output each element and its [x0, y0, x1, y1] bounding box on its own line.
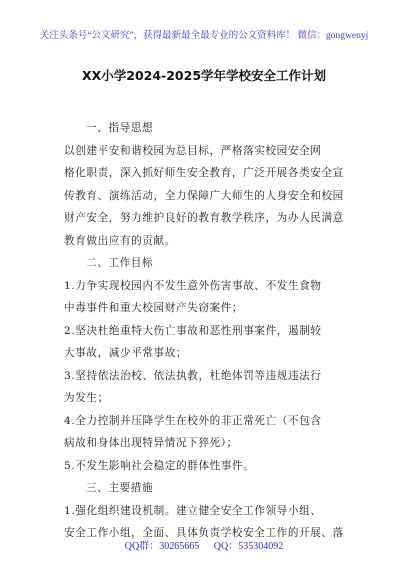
paragraph-line: 教育做出应有的贡献。	[64, 234, 176, 247]
list-item-line: 1.强化组织建设机制。建立健全安全工作领导小组、	[64, 504, 322, 517]
list-item-line: 4.全力控制并压降学生在校外的非正常死亡（不包含	[64, 414, 322, 427]
list-item-line: 3.坚持依法治校、依法执教，杜绝体罚等违规违法行	[64, 369, 322, 382]
list-item-line: 大事故，减少平常事故；	[64, 347, 188, 359]
document-body	[64, 117, 372, 545]
section-heading-goals: 二、工作目标	[86, 257, 154, 269]
header-note: 关注头条号“公文研究”，获得最新最全最专业的公文资料库！ 微信：gongwenyj	[39, 31, 369, 41]
list-item-line: 为发生；	[64, 392, 109, 404]
paragraph-line: 传教育、演练活动，全力保障广大师生的人身安全和校园	[64, 189, 344, 202]
footer-contacts	[0, 537, 408, 552]
list-item-line: 中毒事件和重大校园财产失窃案件；	[64, 302, 244, 314]
section-heading-guiding-ideology: 一、指导思想	[86, 122, 154, 134]
paragraph-line: 格化职责，深入抓好师生安全教育，广泛开展各类安全宣	[64, 167, 344, 179]
footer-qq-group: QQ群：30265665	[124, 541, 200, 552]
footer-qq: QQ：535304092	[213, 541, 284, 552]
section-heading-measures: 三、主要措施	[86, 482, 154, 494]
list-item-line: 安全工作小组，全面、具体负责学校安全工作的开展、落	[64, 527, 344, 539]
list-item-line: 1.力争实现校园内不发生意外伤害事故、不发生食物	[64, 279, 322, 292]
paragraph-line: 以创建平安和谐校园为总目标，严格落实校园安全网	[64, 144, 322, 157]
document-title: XX小学2024-2025学年学校安全工作计划	[81, 68, 327, 83]
list-item-line: 5.不发生影响社会稳定的群体性事件。	[64, 459, 255, 472]
list-item-line: 2.坚决杜绝重特大伤亡事故和恶性刑事案件，遏制较	[64, 324, 322, 337]
list-item-line: 病故和身体出现特异情况下猝死）；	[64, 437, 238, 449]
paragraph-line: 财产安全，努力维护良好的教育教学秩序，为办人民满意	[64, 212, 344, 224]
